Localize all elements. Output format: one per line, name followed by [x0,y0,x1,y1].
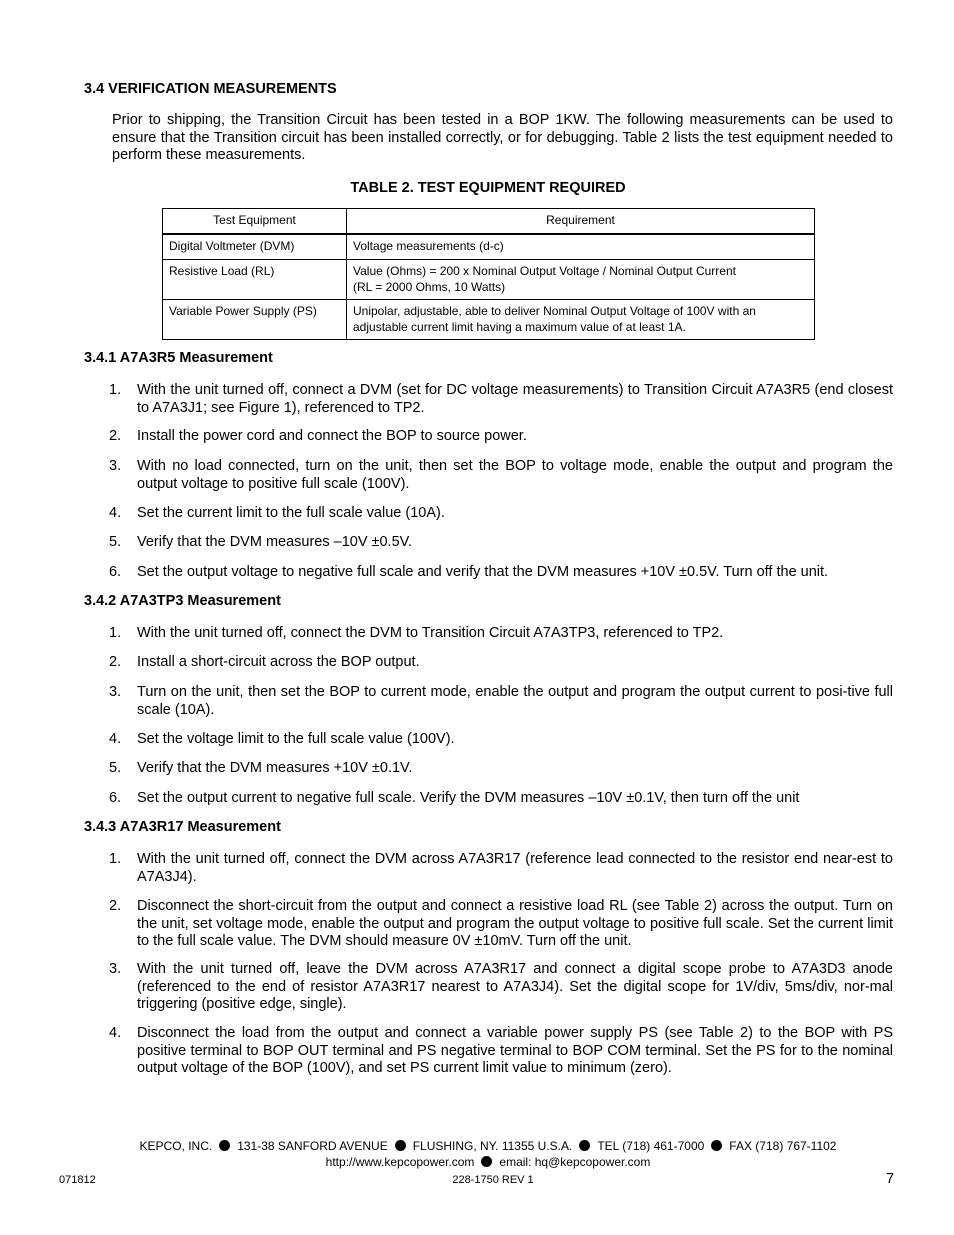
list-number: 6. [109,790,122,806]
table-cell [347,260,815,300]
list-number: 4. [109,505,122,521]
list-text: Set the voltage limit to the full scale value (100V). [137,731,455,747]
list-text: Verify that the DVM measures +10V ±0.1V. [137,760,413,776]
list-number: 5. [109,534,122,550]
list-text: With the unit turned off, connect the DVM across A7A3R17 (reference lead connected to the resistor end near-est to A7A3J4). [137,851,893,885]
table-header-cell: Requirement [347,209,815,234]
test-equipment-table [162,208,815,340]
list-text: With no load connected, turn on the unit, then set the BOP to voltage mode, enable the output and program the output voltage to positive full scale (100V). [137,458,893,492]
list-number: 6. [109,564,122,580]
list-number: 2. [109,428,122,444]
table-cell: Variable Power Supply (PS) [163,300,347,340]
footer-fax: FAX (718) 767-1102 [729,1139,837,1153]
table-row [163,260,815,300]
bullet-icon [395,1140,406,1151]
list-number: 2. [109,898,122,914]
table-cell: Unipolar, adjustable, able to deliver Nominal Output Voltage of 100V with an adjustable current limit having a maximum value of at least 1A. [347,300,815,340]
table-cell-line: Value (Ohms) = 200 x Nominal Output Voltage / Nominal Output Current [353,264,736,278]
list-text: With the unit turned off, connect a DVM (set for DC voltage measurements) to Transition Circuit A7A3R5 (end closest to A7A3J1; see Figure 1), referenced to TP2. [137,382,893,416]
subsection-heading-341: 3.4.1 A7A3R5 Measurement [84,350,273,366]
list-number: 3. [109,684,122,700]
footer-tel: TEL (718) 461-7000 [597,1139,705,1153]
bullet-icon [219,1140,230,1151]
list-text: Verify that the DVM measures –10V ±0.5V. [137,534,413,550]
list-number: 3. [109,961,122,977]
list-number: 4. [109,731,122,747]
list-text: Set the output voltage to negative full scale and verify that the DVM measures +10V ±0.5V. Turn off the unit. [137,564,829,580]
list-text: Install a short-circuit across the BOP output. [137,654,420,670]
section-heading: 3.4 VERIFICATION MEASUREMENTS [84,81,337,97]
table-row [163,235,815,260]
page-number: 7 [886,1171,895,1187]
list-number: 1. [109,382,122,398]
subsection-heading-343: 3.4.3 A7A3R17 Measurement [84,819,281,835]
list-text: Disconnect the short-circuit from the output and connect a resistive load RL (see Table 2) across the output. Turn on the unit, set voltage mode, enable the output and program the output voltage to positive full scale. Set the current limit to the full scale value. The DVM should measure 0V ±10mV. Turn off the unit. [137,898,893,949]
footer-doc-number: 228-1750 REV 1 [452,1174,534,1186]
list-text: Disconnect the load from the output and connect a variable power supply PS (see Table 2) to the BOP with PS positive terminal to BOP OUT terminal and PS negative terminal to BOP COM terminal. Set the PS for to the nominal output voltage of the BOP (100V), and set PS current limit value to minimum (zero). [137,1025,893,1076]
footer-company: KEPCO, INC. [139,1139,213,1153]
list-number: 5. [109,760,122,776]
table-header-cell: Test Equipment [163,209,347,234]
table-cell: Voltage measurements (d-c) [347,235,815,260]
list-text: Install the power cord and connect the BOP to source power. [137,428,527,444]
footer-web-link[interactable]: http://www.kepcopower.com [325,1155,475,1169]
list-number: 3. [109,458,122,474]
list-text: Turn on the unit, then set the BOP to current mode, enable the output and program the output current to posi-tive full scale (10A). [137,684,893,718]
table-header-row [163,209,815,234]
list-text: With the unit turned off, connect the DVM to Transition Circuit A7A3TP3, referenced to TP2. [137,625,724,641]
table-cell: Digital Voltmeter (DVM) [163,235,347,260]
list-text: Set the current limit to the full scale value (10A). [137,505,445,521]
footer-email[interactable]: email: hq@kepcopower.com [499,1155,651,1169]
list-number: 2. [109,654,122,670]
list-number: 1. [109,851,122,867]
table-cell: Resistive Load (RL) [163,260,347,300]
list-text: With the unit turned off, leave the DVM across A7A3R17 and connect a digital scope probe to A7A3D3 anode (referenced to the end of resistor A7A3R17 nearest to A7A3J4). Set the digital scope for 1V/div, 5ms/div, nor-mal triggering (positive edge, single). [137,961,893,1012]
table-title: TABLE 2. TEST EQUIPMENT REQUIRED [350,180,626,196]
table-row [163,300,815,340]
list-number: 1. [109,625,122,641]
footer-address-line [0,1139,954,1153]
bullet-icon [481,1156,492,1167]
footer-city: FLUSHING, NY. 11355 U.S.A. [412,1139,573,1153]
table-cell-line: (RL = 2000 Ohms, 10 Watts) [353,279,506,294]
footer-date-code: 071812 [59,1174,96,1186]
footer-address: 131-38 SANFORD AVENUE [237,1139,388,1153]
list-text: Set the output current to negative full scale. Verify the DVM measures –10V ±0.1V, then turn off the unit [137,790,800,806]
footer-contact-line [0,1155,954,1169]
bullet-icon [579,1140,590,1151]
list-number: 4. [109,1025,122,1041]
subsection-heading-342: 3.4.2 A7A3TP3 Measurement [84,593,281,609]
intro-paragraph: Prior to shipping, the Transition Circuit has been tested in a BOP 1KW. The following measurements can be used to ensure that the Transition circuit has been installed correctly, or for debugging. Table 2 lists the test equipment needed to perform these measurements. [112,112,893,163]
bullet-icon [711,1140,722,1151]
